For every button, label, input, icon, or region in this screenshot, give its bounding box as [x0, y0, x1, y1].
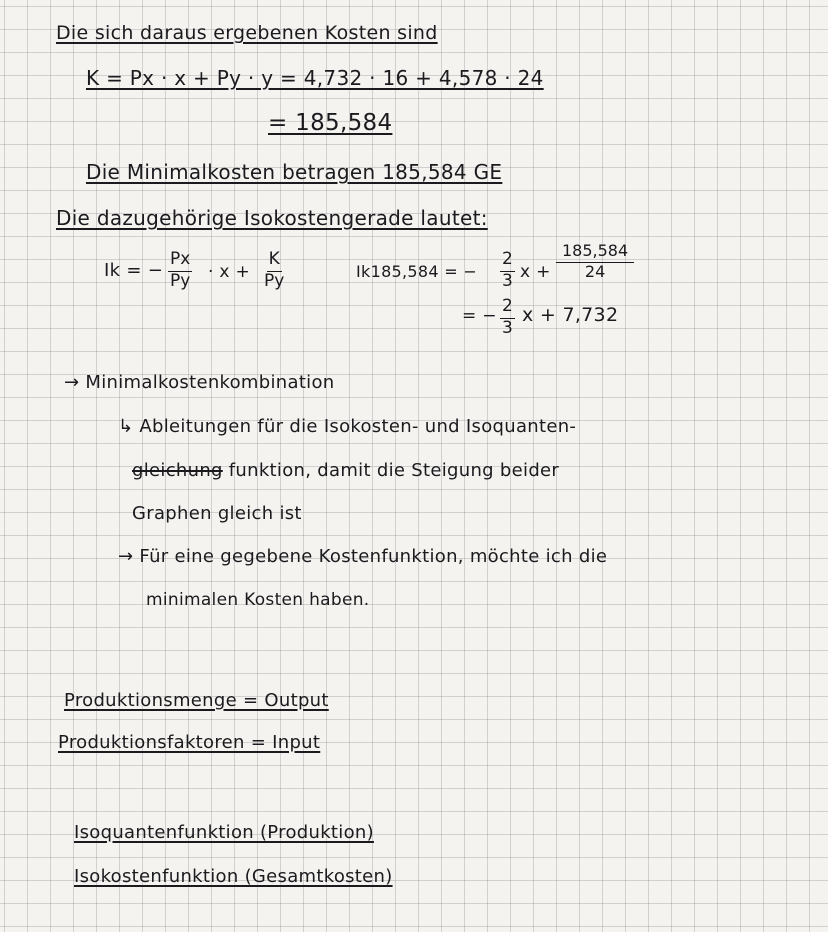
fraction-two-thirds-result	[500, 297, 515, 338]
numerator-two: 2	[500, 250, 515, 272]
fraction-k-py	[264, 250, 284, 291]
cost-result: = 185,584	[268, 110, 393, 136]
line-resulting-costs: Die sich daraus ergebenen Kosten sind	[56, 22, 438, 44]
isocost-result-tail: x + 7,732	[522, 304, 619, 326]
fraction-two-thirds	[500, 250, 515, 291]
function-slope-note: funktion, damit die Steigung beider	[228, 460, 560, 481]
minimal-costs-statement: Die Minimalkosten betragen 185,584 GE	[86, 160, 503, 184]
cost-equation: K = Px · x + Py · y = 4,732 · 16 + 4,578 · 24	[86, 66, 544, 90]
minimal-cost-combination-heading: → Minimalkostenkombination	[64, 372, 335, 393]
production-quantity-definition: Produktionsmenge = Output	[64, 690, 329, 711]
struck-word: gleichung	[132, 460, 223, 481]
fraction-px-py	[168, 250, 192, 291]
isocost-general-mid: · x +	[208, 262, 251, 282]
numerator-two: 2	[500, 297, 515, 319]
numerator-185584: 185,584	[556, 242, 634, 263]
denominator-py: Py	[170, 270, 191, 291]
graphs-equal-note: Graphen gleich ist	[132, 503, 302, 524]
denominator-three: 3	[502, 270, 513, 291]
isocost-specific-lhs: Ik185,584 = −	[356, 262, 478, 281]
denominator-three: 3	[502, 317, 513, 338]
isocost-general-lhs: Ik = −	[104, 260, 164, 281]
isocost-function-label: Isokostenfunktion (Gesamtkosten)	[74, 866, 393, 887]
denominator-24: 24	[584, 262, 606, 282]
isocost-line-heading: Die dazugehörige Isokostengerade lautet:	[56, 206, 488, 230]
derivatives-note: ↳ Ableitungen für die Isokosten- und Isoquanten-	[118, 416, 577, 437]
isoquant-function-label: Isoquantenfunktion (Produktion)	[74, 822, 374, 843]
numerator-k: K	[267, 250, 282, 272]
fraction-k-over-py	[556, 242, 634, 282]
denominator-py: Py	[264, 270, 285, 291]
minimal-costs-note: minimalen Kosten haben.	[146, 590, 370, 610]
isocost-specific-mid: x +	[520, 262, 551, 282]
numerator-px: Px	[168, 250, 192, 272]
given-cost-function-note: → Für eine gegebene Kostenfunktion, möchte ich die	[118, 546, 608, 567]
production-factors-definition: Produktionsfaktoren = Input	[58, 732, 321, 753]
strikethrough-line	[132, 460, 559, 481]
isocost-result-eq: = −	[462, 306, 497, 326]
